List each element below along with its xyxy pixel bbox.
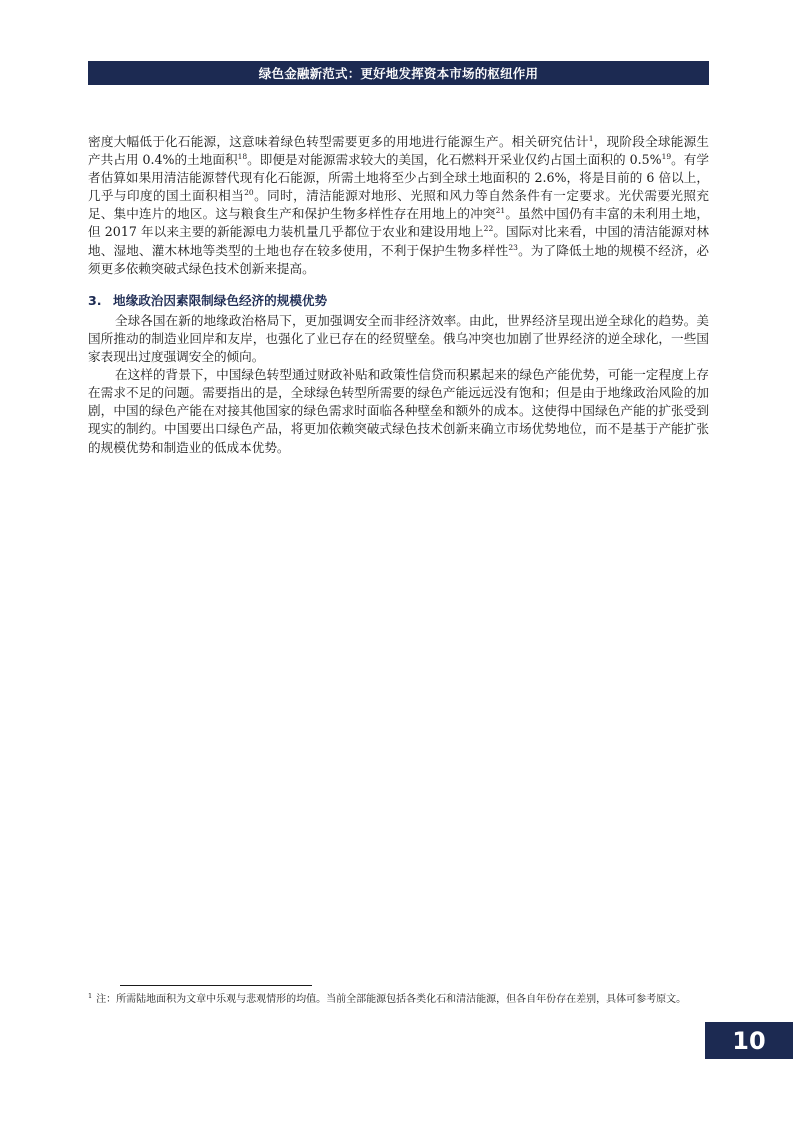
body-paragraph-green-capacity: 在这样的背景下，中国绿色转型通过财政补贴和政策性信贷而积累起来的绿色产能优势，可能一定程度上存在需求不足的问题。需要指出的是，全球绿色转型所需要的绿色产能远远没有饱和；但是由于地缘政治风险的加剧，中国的绿色产能在对接其他国家的绿色需求时面临各种壁垒和额外的成本。这使得中国绿色产能的扩张受到现实的制约。中国要出口绿色产品，将更加依赖突破式绿色技术创新来确立市场优势地位，而不是基于产能扩张的规模优势和制造业的低成本优势。 (88, 367, 709, 455)
main-content (88, 133, 709, 457)
text-segment: ，现阶段全球能源生产共占用 0.4%的土地面积 (88, 134, 710, 168)
footnote-ref[interactable]: 19 (661, 152, 672, 162)
page-number (705, 1022, 793, 1059)
text-segment: 。即便是对能源需求较大的美国，化石燃料开采业仅约占国土面积的 0.5% (247, 152, 662, 168)
body-paragraph-land-use (88, 133, 709, 278)
footnote-text: 注：所需陆地面积为文章中乐观与悲观情形的均值。当前全部能源包括各类化石和清洁能源，但各自年份存在差别，具体可参考原文。 (96, 994, 687, 1005)
footnote-ref[interactable]: 18 (237, 152, 248, 162)
text-segment: 。虽然中国仍有丰富的未利用土地，但 2017 年以来主要的新能源电力装机量几乎都位于农业和建设用地上 (88, 206, 710, 240)
text-segment: 。为了降低土地的规模不经济，必须更多依赖突破式绿色技术创新来提高。 (88, 242, 710, 276)
section-number: 3. (88, 292, 102, 308)
running-header (88, 61, 709, 85)
footnote-marker: 1 (88, 992, 93, 1000)
footnote (88, 993, 709, 1007)
footnote-ref[interactable]: 22 (483, 224, 494, 234)
text-segment: 密度大幅低于化石能源，这意味着绿色转型需要更多的用地进行能源生产。相关研究估计 (88, 134, 589, 149)
text-segment: 。同时，清洁能源对地形、光照和风力等自然条件有一定要求。光伏需要光照充足、集中连片的地区。这与粮食生产和保护生物多样性存在用地上的冲突 (88, 188, 710, 222)
footnote-ref[interactable]: 20 (244, 188, 254, 198)
footnote-ref[interactable]: 23 (508, 242, 518, 252)
body-paragraph-deglobalization: 全球各国在新的地缘政治格局下，更加强调安全而非经济效率。由此，世界经济呈现出逆全球化的趋势。美国所推动的制造业回岸和友岸，也强化了业已存在的经贸壁垒。俄乌冲突也加剧了世界经济的逆全球化，一些国家表现出过度强调安全的倾向。 (88, 312, 709, 365)
header-title: 绿色金融新范式：更好地发挥资本市场的枢纽作用 (258, 66, 539, 81)
footnote-ref[interactable]: 21 (495, 206, 506, 216)
section-heading-geopolitics (88, 292, 709, 310)
page-number-text: 10 (732, 1026, 766, 1055)
footnote-divider (120, 985, 312, 986)
footnote-ref[interactable]: 1 (588, 134, 594, 143)
section-title: 地缘政治因素限制绿色经济的规模优势 (113, 292, 328, 308)
text-segment: 。有学者估算如果用清洁能源替代现有化石能源，所需土地将至少占到全球土地面积的 2.6%，将是目前的 6 倍以上，几乎与印度的国土面积相当 (88, 152, 710, 204)
text-segment: 。国际对比来看，中国的清洁能源对林地、湿地、灌木林地等类型的土地也存在较多使用，不利于保护生物多样性 (88, 224, 710, 258)
